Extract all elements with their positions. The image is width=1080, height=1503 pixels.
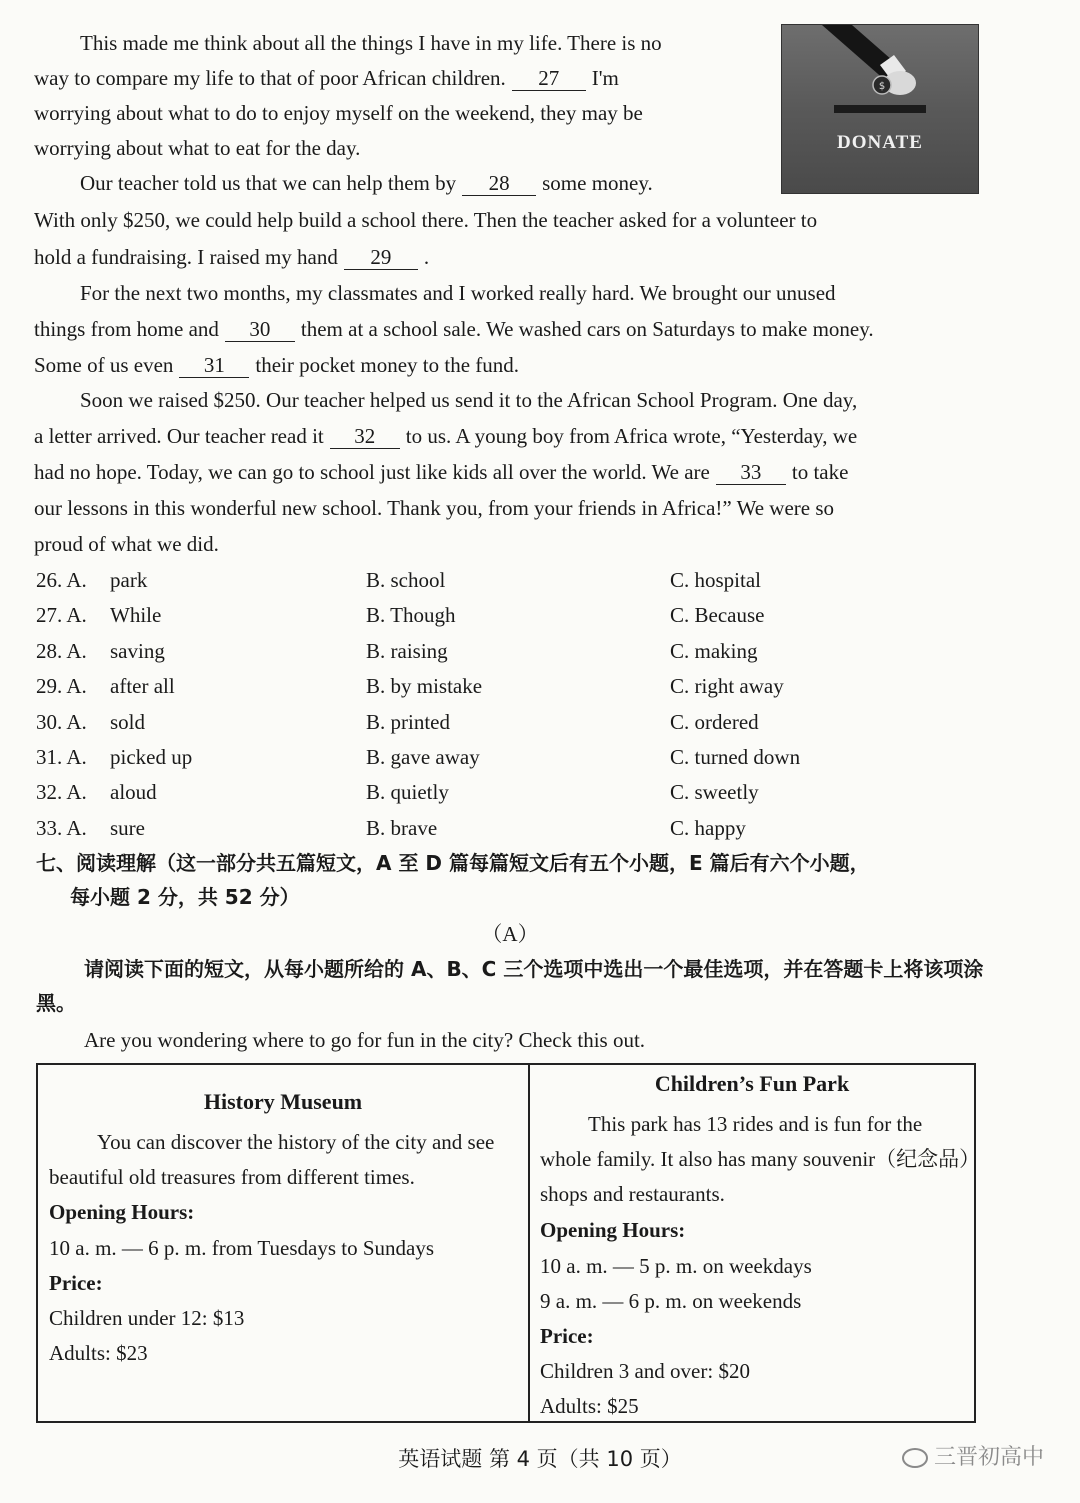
park-price-label: Price:: [540, 1324, 594, 1348]
option-c: C. Because: [670, 603, 765, 627]
option-a: aloud: [110, 780, 157, 804]
page-footer: 英语试题 第 4 页（共 10 页）: [398, 1447, 682, 1471]
option-b: B. school: [366, 568, 446, 592]
passage-line: worrying about what to eat for the day.: [34, 136, 361, 160]
blank-33: 33: [716, 460, 786, 485]
passage-line: With only $250, we could help build a school there. Then the teacher asked for a volunteer to: [34, 208, 818, 232]
passage-line: This made me think about all the things I have in my life. There is no: [80, 31, 662, 55]
option-number: 29. A.: [36, 674, 87, 698]
museum-desc: You can discover the history of the city and see beautiful old treasures from different times.: [49, 1130, 495, 1189]
blank-29: 29: [344, 245, 418, 270]
option-a: sure: [110, 816, 145, 840]
passage-line: For the next two months, my classmates and I worked really hard. We brought our unused: [80, 281, 836, 305]
watermark: 三晋初高中: [902, 1440, 1044, 1471]
option-number: 32. A.: [36, 780, 87, 804]
passage-line: things from home and 30 them at a school sale. We washed cars on Saturdays to make money.: [34, 317, 874, 341]
option-b: B. brave: [366, 816, 438, 840]
park-hours-weekends: 9 a. m. — 6 p. m. on weekends: [540, 1289, 802, 1313]
park-price-adults: Adults: $25: [540, 1394, 639, 1418]
option-c: C. making: [670, 639, 758, 663]
info-table: [36, 1063, 976, 1423]
passage-line: our lessons in this wonderful new school. Thank you, from your friends in Africa!” We were so: [34, 496, 835, 520]
blank-31: 31: [179, 353, 249, 378]
intro-text: Are you wondering where to go for fun in the city? Check this out.: [84, 1028, 646, 1052]
passage-line: a letter arrived. Our teacher read it 32 to us. A young boy from Africa wrote, “Yesterday, we: [34, 424, 858, 448]
option-b: B. raising: [366, 639, 448, 663]
section-title: 七、阅读理解（这一部分共五篇短文，A 至 D 篇每篇短文后有五个小题，E 篇后有六个小题， 每小题 2 分，共 52 分）: [36, 851, 870, 909]
option-number: 28. A.: [36, 639, 87, 663]
option-number: 33. A.: [36, 816, 87, 840]
passage-line: hold a fundraising. I raised my hand 29 .: [34, 245, 430, 269]
donate-label: DONATE: [837, 132, 923, 153]
museum-hours-label: Opening Hours:: [49, 1200, 195, 1224]
museum-title: History Museum: [203, 1089, 363, 1114]
svg-text:$: $: [878, 81, 886, 92]
option-number: 27. A.: [36, 603, 87, 627]
donate-illustration: [781, 24, 979, 194]
blank-32: 32: [330, 424, 400, 449]
option-b: B. by mistake: [366, 674, 483, 698]
option-number: 30. A.: [36, 710, 87, 734]
option-c: C. hospital: [670, 568, 762, 592]
passage-line: had no hope. Today, we can go to school just like kids all over the world. We are 33 to take: [34, 460, 849, 484]
option-c: C. happy: [670, 816, 746, 840]
passage-label: （A）: [481, 922, 539, 946]
park-hours-label: Opening Hours:: [540, 1218, 686, 1242]
option-b: B. gave away: [366, 745, 480, 769]
option-a: picked up: [110, 745, 193, 769]
option-c: C. sweetly: [670, 780, 759, 804]
museum-hours: 10 a. m. — 6 p. m. from Tuesdays to Sundays: [49, 1236, 435, 1260]
option-c: C. ordered: [670, 710, 759, 734]
instruction: 请阅读下面的短文，从每小题所给的 A、B、C 三个选项中选出一个最佳选项，并在答题卡上将该项涂黑。: [36, 957, 984, 1015]
museum-price-adults: Adults: $23: [49, 1341, 148, 1365]
option-a: saving: [110, 639, 165, 663]
passage-line: way to compare my life to that of poor African children. 27 I'm: [34, 66, 619, 90]
passage-line: worrying about what to do to enjoy myself on the weekend, they may be: [34, 101, 643, 125]
option-c: C. turned down: [670, 745, 801, 769]
blank-27: 27: [512, 66, 586, 91]
passage-line: Our teacher told us that we can help them by 28 some money.: [80, 171, 653, 195]
blank-28: 28: [462, 171, 536, 196]
option-b: B. Though: [366, 603, 456, 627]
option-a: after all: [110, 674, 175, 698]
park-box: [530, 1065, 974, 1421]
option-number: 26. A.: [36, 568, 87, 592]
park-desc: This park has 13 rides and is fun for the whole family. It also has many souvenir（纪念品）shops and restaurants.: [540, 1112, 970, 1206]
passage-line: proud of what we did.: [34, 532, 219, 556]
museum-price-label: Price:: [49, 1271, 103, 1295]
park-hours-weekdays: 10 a. m. — 5 p. m. on weekdays: [540, 1254, 812, 1278]
park-title: Children’s Fun Park: [654, 1071, 850, 1096]
passage-line: Some of us even 31 their pocket money to the fund.: [34, 353, 520, 377]
option-a: While: [110, 603, 162, 627]
park-price-children: Children 3 and over: $20: [540, 1359, 750, 1383]
option-a: park: [110, 568, 148, 592]
option-b: B. quietly: [366, 780, 449, 804]
option-a: sold: [110, 710, 146, 734]
donation-slot: [834, 105, 926, 113]
blank-30: 30: [225, 317, 295, 342]
option-c: C. right away: [670, 674, 784, 698]
museum-box: [38, 1065, 530, 1421]
wechat-icon: [902, 1448, 928, 1468]
passage-line: Soon we raised $250. Our teacher helped us send it to the African School Program. One day,: [80, 388, 858, 412]
option-b: B. printed: [366, 710, 450, 734]
museum-price-children: Children under 12: $13: [49, 1306, 245, 1330]
option-number: 31. A.: [36, 745, 87, 769]
